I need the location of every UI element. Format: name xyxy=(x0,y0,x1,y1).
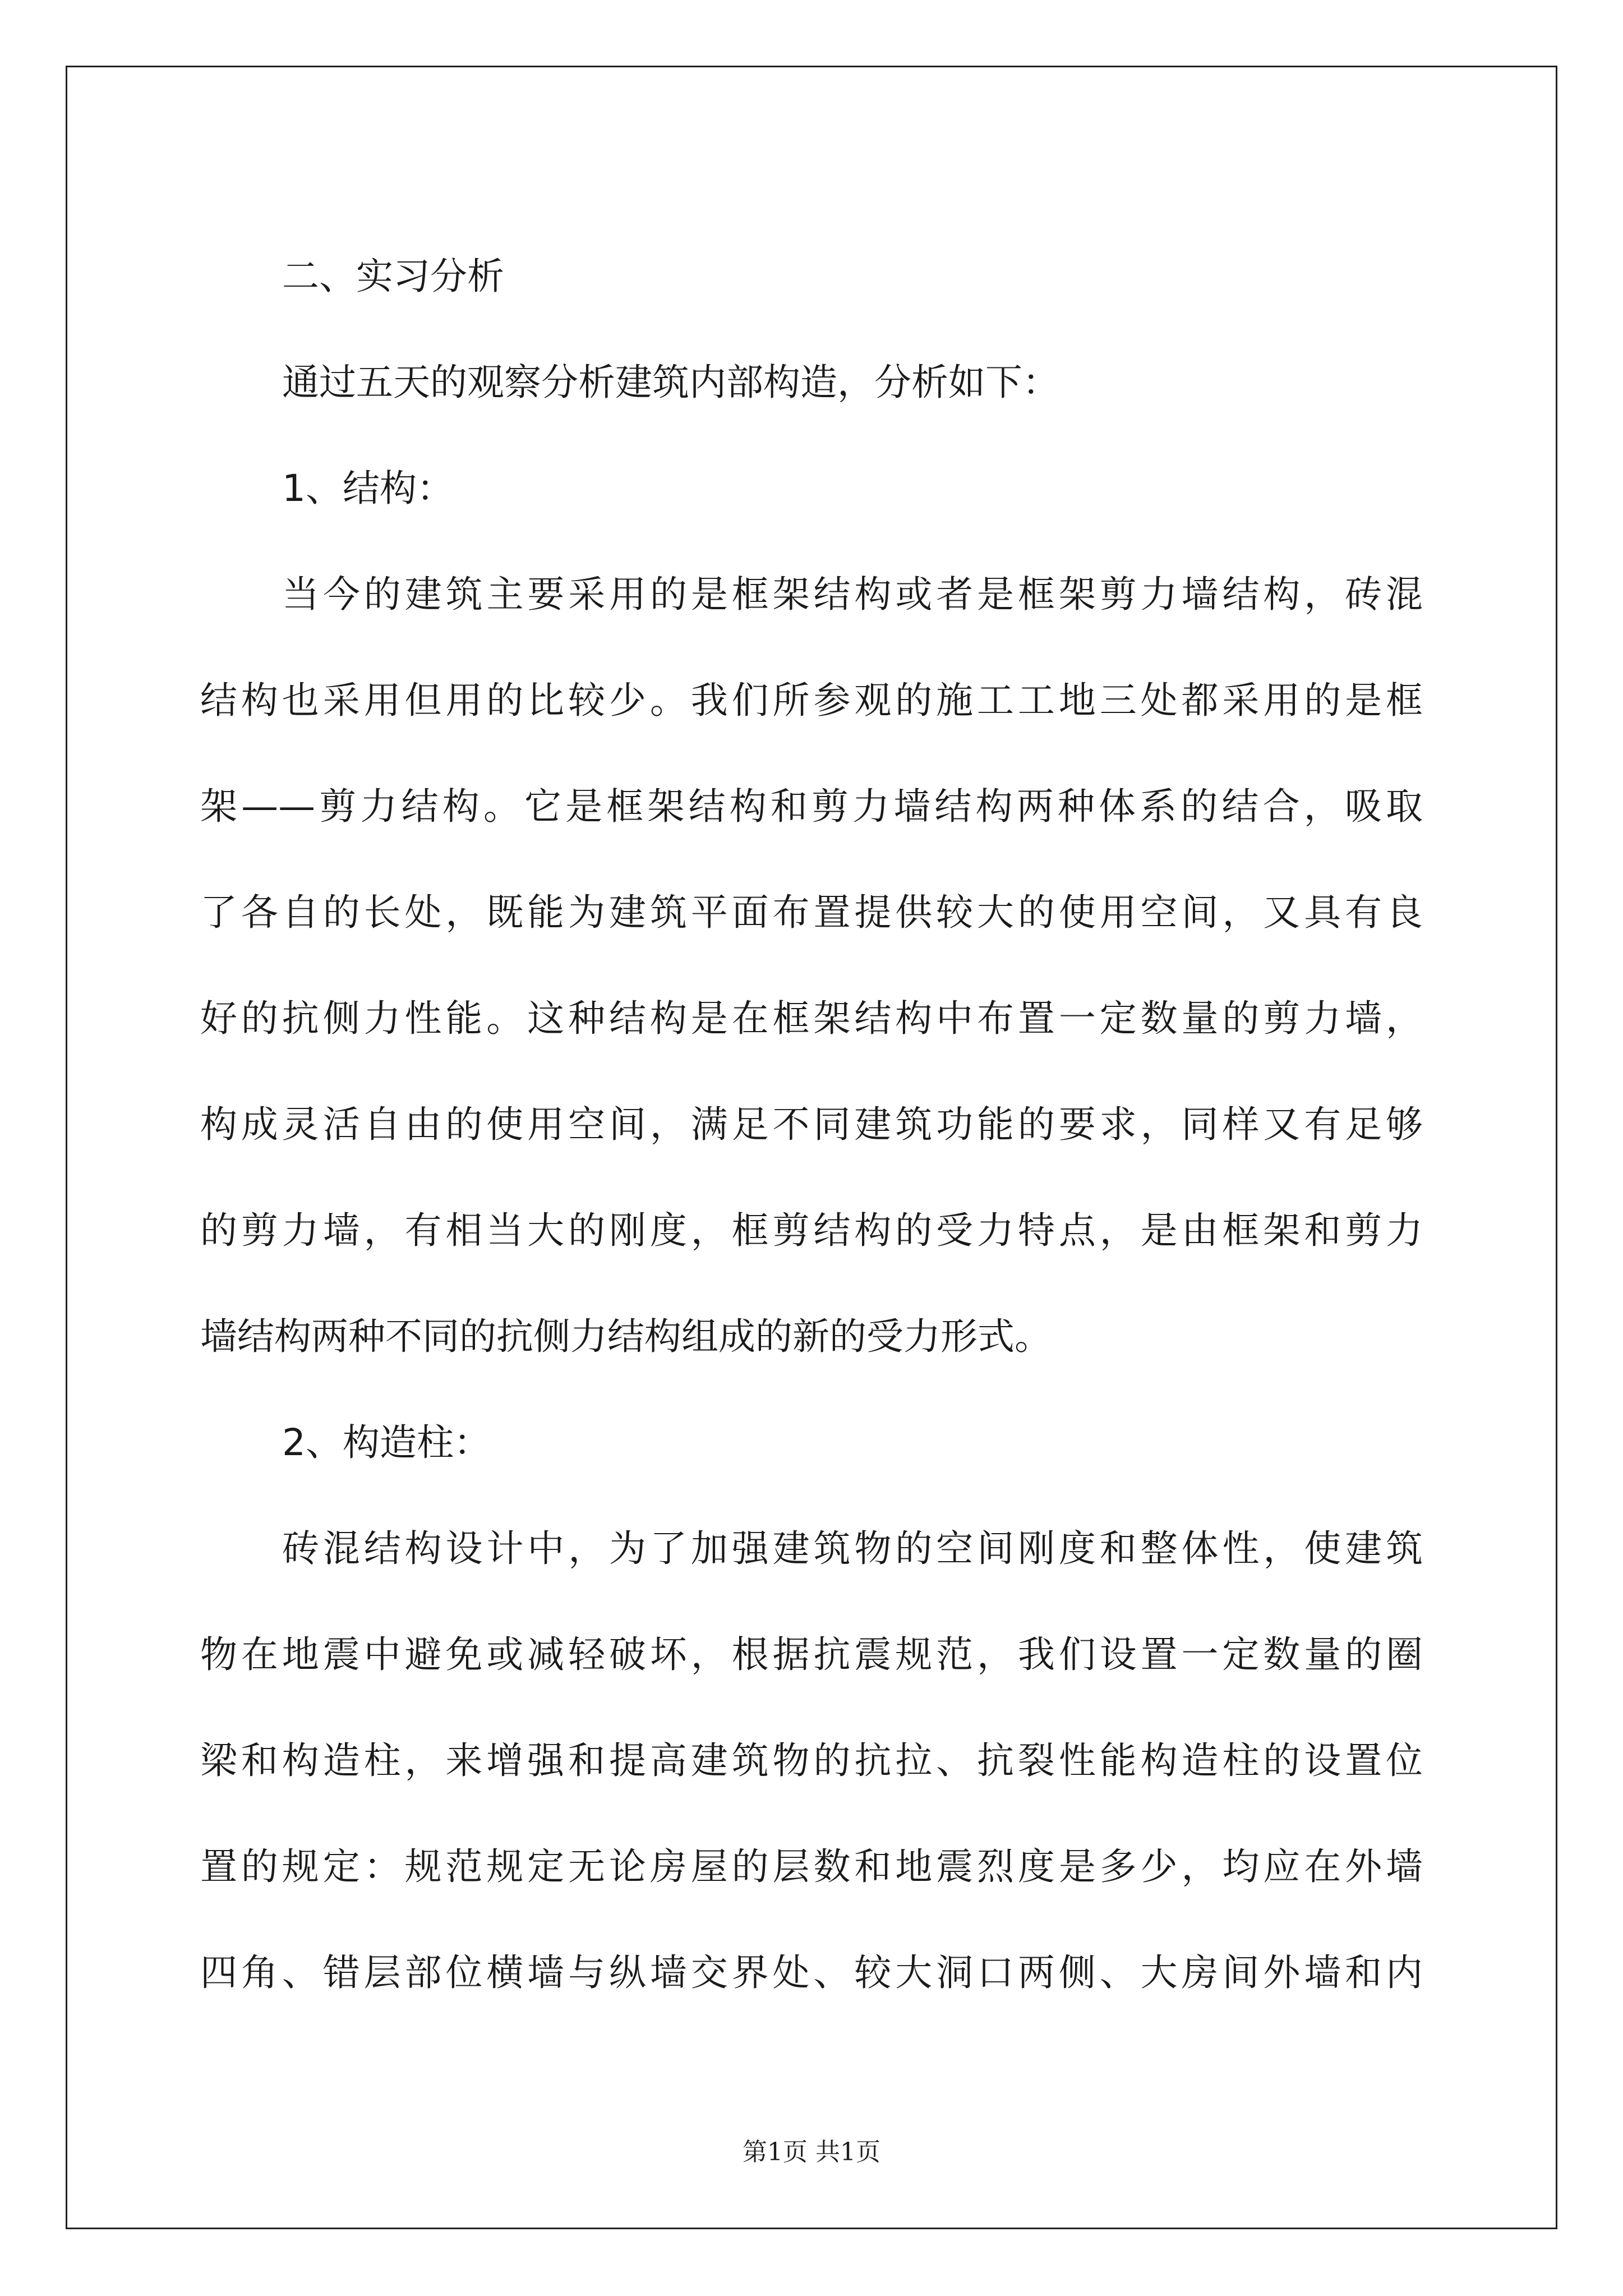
text-line: 墙结构两种不同的抗侧力结构组成的新的受力形式。 xyxy=(200,1315,1052,1358)
text-line: 好的抗侧力性能。这种结构是在框架结构中布置一定数量的剪力墙， xyxy=(200,997,1423,1040)
text-line: 了各自的长处，既能为建筑平面布置提供较大的使用空间，又具有良 xyxy=(200,891,1423,934)
text-line: 砖混结构设计中，为了加强建筑物的空间刚度和整体性，使建筑 xyxy=(282,1527,1423,1570)
text-line: 置的规定：规范规定无论房屋的层数和地震烈度是多少，均应在外墙 xyxy=(200,1845,1423,1888)
text-line: 结构也采用但用的比较少。我们所参观的施工工地三处都采用的是框 xyxy=(200,679,1423,722)
text-line: 1、结构： xyxy=(282,467,454,510)
text-line: 构成灵活自由的使用空间，满足不同建筑功能的要求，同样又有足够 xyxy=(200,1103,1423,1146)
text-line: 物在地震中避免或减轻破坏，根据抗震规范，我们设置一定数量的圈 xyxy=(200,1633,1423,1676)
document-body xyxy=(200,223,1423,2026)
text-line: 通过五天的观察分析建筑内部构造，分析如下： xyxy=(282,361,1059,404)
text-line: 的剪力墙，有相当大的刚度，框剪结构的受力特点，是由框架和剪力 xyxy=(200,1209,1423,1252)
text-line: 2、构造柱： xyxy=(282,1421,491,1464)
page-footer: 第1页 共1页 xyxy=(743,2138,880,2166)
text-line: 架——剪力结构。它是框架结构和剪力墙结构两种体系的结合，吸取 xyxy=(200,785,1423,828)
text-line: 二、实习分析 xyxy=(282,255,504,298)
text-line: 当今的建筑主要采用的是框架结构或者是框架剪力墙结构，砖混 xyxy=(282,573,1423,616)
text-line: 四角、错层部位横墙与纵墙交界处、较大洞口两侧、大房间外墙和内 xyxy=(200,1951,1423,1994)
text-line: 梁和构造柱，来增强和提高建筑物的抗拉、抗裂性能构造柱的设置位 xyxy=(200,1739,1423,1782)
